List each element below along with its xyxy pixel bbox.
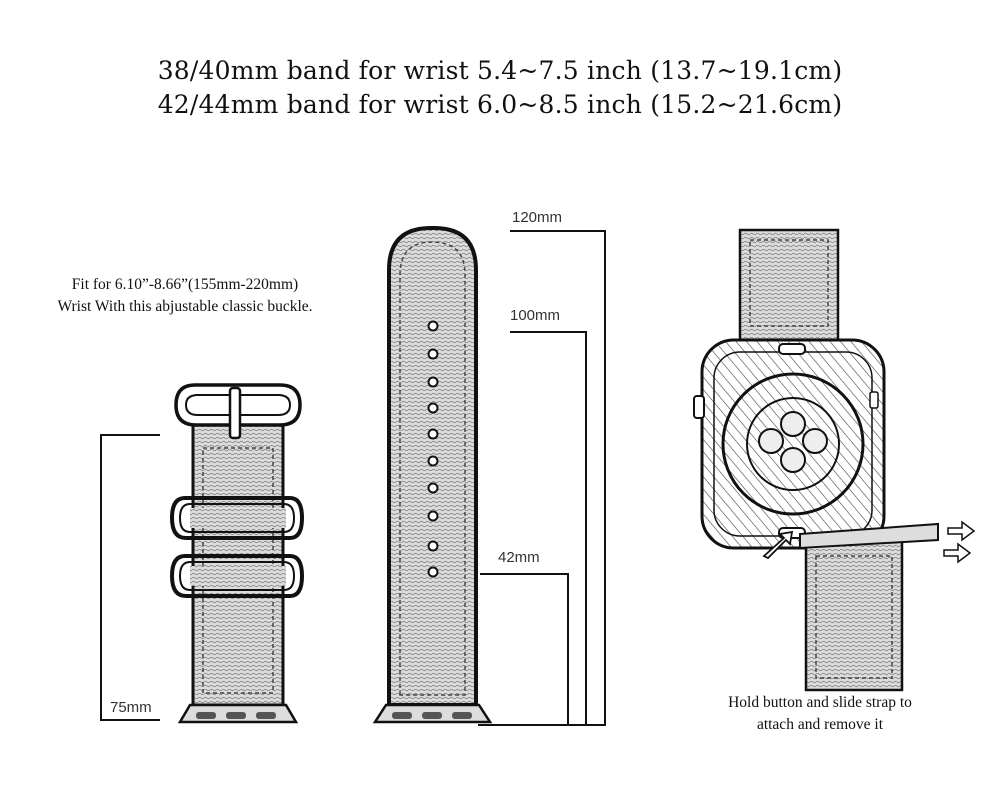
dimension-42mm: 42mm — [498, 549, 540, 566]
slide-arrow-icon — [944, 544, 970, 562]
instruction-line-2: attach and remove it — [756, 716, 884, 733]
instruction-line-1: Hold button and slide strap to — [728, 694, 912, 711]
long-strap — [375, 209, 605, 725]
buckle-dimension-line — [101, 435, 160, 720]
digital-crown — [694, 396, 704, 418]
title-line-2: 42/44mm band for wrist 6.0~8.5 inch (15.2~21.6cm) — [157, 90, 843, 119]
bottom-strap — [806, 540, 902, 690]
strap-hole — [429, 350, 438, 359]
strap-hole — [429, 457, 438, 466]
slide-arrow-icon — [948, 522, 974, 540]
keeper-ring-lower — [172, 556, 302, 596]
dimension-120mm: 120mm — [512, 209, 563, 226]
watch-assembly — [694, 230, 974, 690]
top-strap — [740, 230, 838, 342]
buckle-tongue — [230, 388, 240, 438]
dimension-75mm: 75mm — [110, 699, 152, 716]
strap-hole — [429, 484, 438, 493]
strap-hole — [429, 322, 438, 331]
long-strap-body — [389, 228, 476, 705]
band-release-top — [779, 344, 805, 354]
sensor-lens — [781, 412, 805, 436]
fit-note-line-2: Wrist With this abjustable classic buckle. — [57, 298, 313, 315]
sensor-lens — [803, 429, 827, 453]
title-line-1: 38/40mm band for wrist 5.4~7.5 inch (13.7~19.1cm) — [157, 56, 843, 85]
strap-hole — [429, 568, 438, 577]
keeper-ring-upper — [172, 498, 302, 538]
sensor-lens — [759, 429, 783, 453]
strap-hole — [429, 512, 438, 521]
side-button — [870, 392, 878, 408]
buckle-strap — [101, 385, 302, 722]
strap-hole — [429, 430, 438, 439]
dimension-line-100 — [510, 332, 586, 725]
sensor-lens — [781, 448, 805, 472]
strap-hole — [429, 378, 438, 387]
strap-hole — [429, 542, 438, 551]
dimension-100mm: 100mm — [510, 307, 561, 324]
strap-hole — [429, 404, 438, 413]
dimension-line-42 — [480, 574, 568, 725]
fit-note-line-1: Fit for 6.10”-8.66”(155mm-220mm) — [71, 276, 299, 293]
